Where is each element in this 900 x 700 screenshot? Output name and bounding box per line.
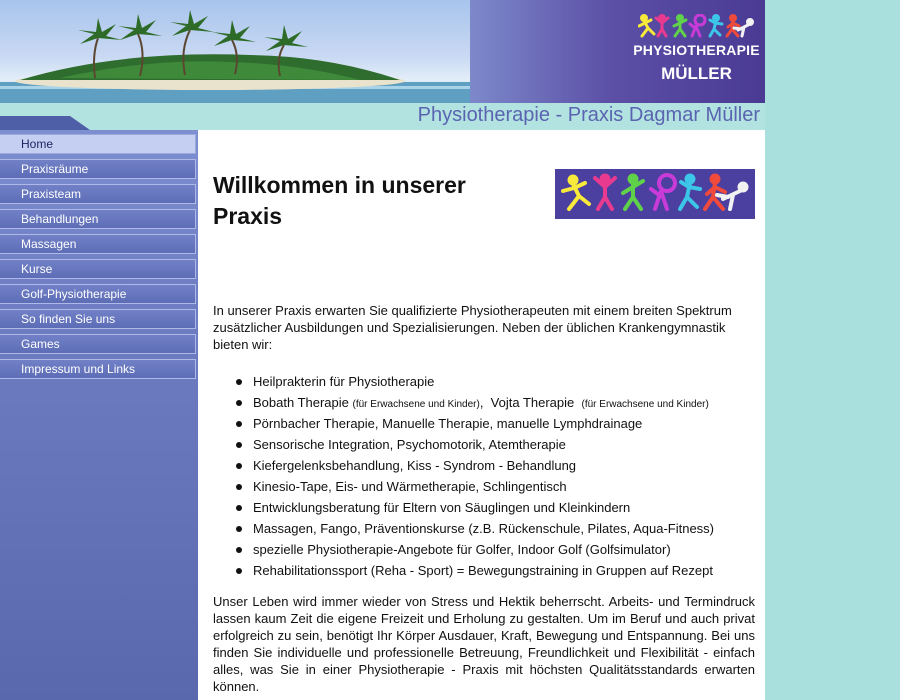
list-item: Entwicklungsberatung für Eltern von Säuglingen und Kleinkindern (253, 497, 755, 518)
list-item: Bobath Therapie (für Erwachsene und Kinder), Vojta Therapie (für Erwachsene und Kinder) (253, 392, 755, 413)
list-item: Kinesio-Tape, Eis- und Wärmetherapie, Schlingentisch (253, 476, 755, 497)
service-note: (für Erwachsene und Kinder) (352, 399, 480, 410)
intro-paragraph: In unserer Praxis erwarten Sie qualifizierte Physiotherapeuten mit einem breiten Spektrum zusätzlicher Ausbildungen und Spezialisierungen. Neben der üblichen Krankengymnastik bieten wir: (213, 303, 732, 352)
island-palm-image (0, 0, 470, 103)
nav-item-home[interactable]: Home (0, 134, 196, 154)
list-item: Rehabilitationssport (Reha - Sport) = Bewegungstraining in Gruppen auf Rezept (253, 560, 755, 581)
services-list (213, 371, 755, 581)
list-item: spezielle Physiotherapie-Angebote für Golfer, Indoor Golf (Golfsimulator) (253, 539, 755, 560)
sidebar-tab-decoration (0, 116, 90, 130)
sport-figures-image (555, 169, 755, 219)
header-banner (0, 0, 765, 103)
site-subtitle: Physiotherapie - Praxis Dagmar Müller (417, 104, 760, 126)
nav-item-impressum-und-links[interactable]: Impressum und Links (0, 359, 196, 379)
nav-item-so-finden-sie-uns[interactable]: So finden Sie uns (0, 309, 196, 329)
nav-item-praxisteam[interactable]: Praxisteam (0, 184, 196, 204)
subtitle-bar (0, 103, 765, 130)
main-navigation (0, 134, 196, 384)
list-item: Sensorische Integration, Psychomotorik, Atemtherapie (253, 434, 755, 455)
article-body (213, 302, 755, 695)
closing-paragraph: Unser Leben wird immer wieder von Stress und Hektik beherrscht. Arbeits- und Termindruck lassen kaum Zeit die eigene Freizeit und Erholung zu gestalten. Um im Beruf und auch privat erfolgreich zu sein, benötigt Ihr Körper Ausdauer, Kraft, Bewegung und Entspannung. Bei uns finden Sie individuelle und professionelle Betreuung, Freundlichkeit und Flexibilität - einfach alles, was Sie in einer Physiotherapie - Praxis mit höchsten Qualitätsstandards erwarten können. (213, 594, 755, 694)
list-item: Kiefergelenksbehandlung, Kiss - Syndrom - Behandlung (253, 455, 755, 476)
practice-logo[interactable] (628, 12, 765, 92)
logo-text-line2: MÜLLER (661, 64, 732, 83)
nav-item-praxisraeume[interactable]: Praxisräume (0, 159, 196, 179)
list-item: Pörnbacher Therapie, Manuelle Therapie, manuelle Lymphdrainage (253, 413, 755, 434)
list-item: Massagen, Fango, Präventionskurse (z.B. Rückenschule, Pilates, Aqua-Fitness) (253, 518, 755, 539)
nav-item-kurse[interactable]: Kurse (0, 259, 196, 279)
service-name: Vojta Therapie (490, 395, 575, 410)
page-title: Willkommen in unserer Praxis (213, 172, 466, 229)
service-name: Bobath Therapie (253, 395, 349, 410)
figures-icon (638, 14, 756, 38)
logo-text-line1: PHYSIOTHERAPIE (633, 42, 760, 58)
nav-item-games[interactable]: Games (0, 334, 196, 354)
main-content (198, 130, 765, 700)
nav-item-golf-physiotherapie[interactable]: Golf-Physiotherapie (0, 284, 196, 304)
list-item: Heilprakterin für Physiotherapie (253, 371, 755, 392)
nav-item-behandlungen[interactable]: Behandlungen (0, 209, 196, 229)
nav-item-massagen[interactable]: Massagen (0, 234, 196, 254)
sidebar (0, 130, 198, 700)
service-note: (für Erwachsene und Kinder) (581, 399, 709, 410)
sport-figures-icon (555, 169, 755, 219)
